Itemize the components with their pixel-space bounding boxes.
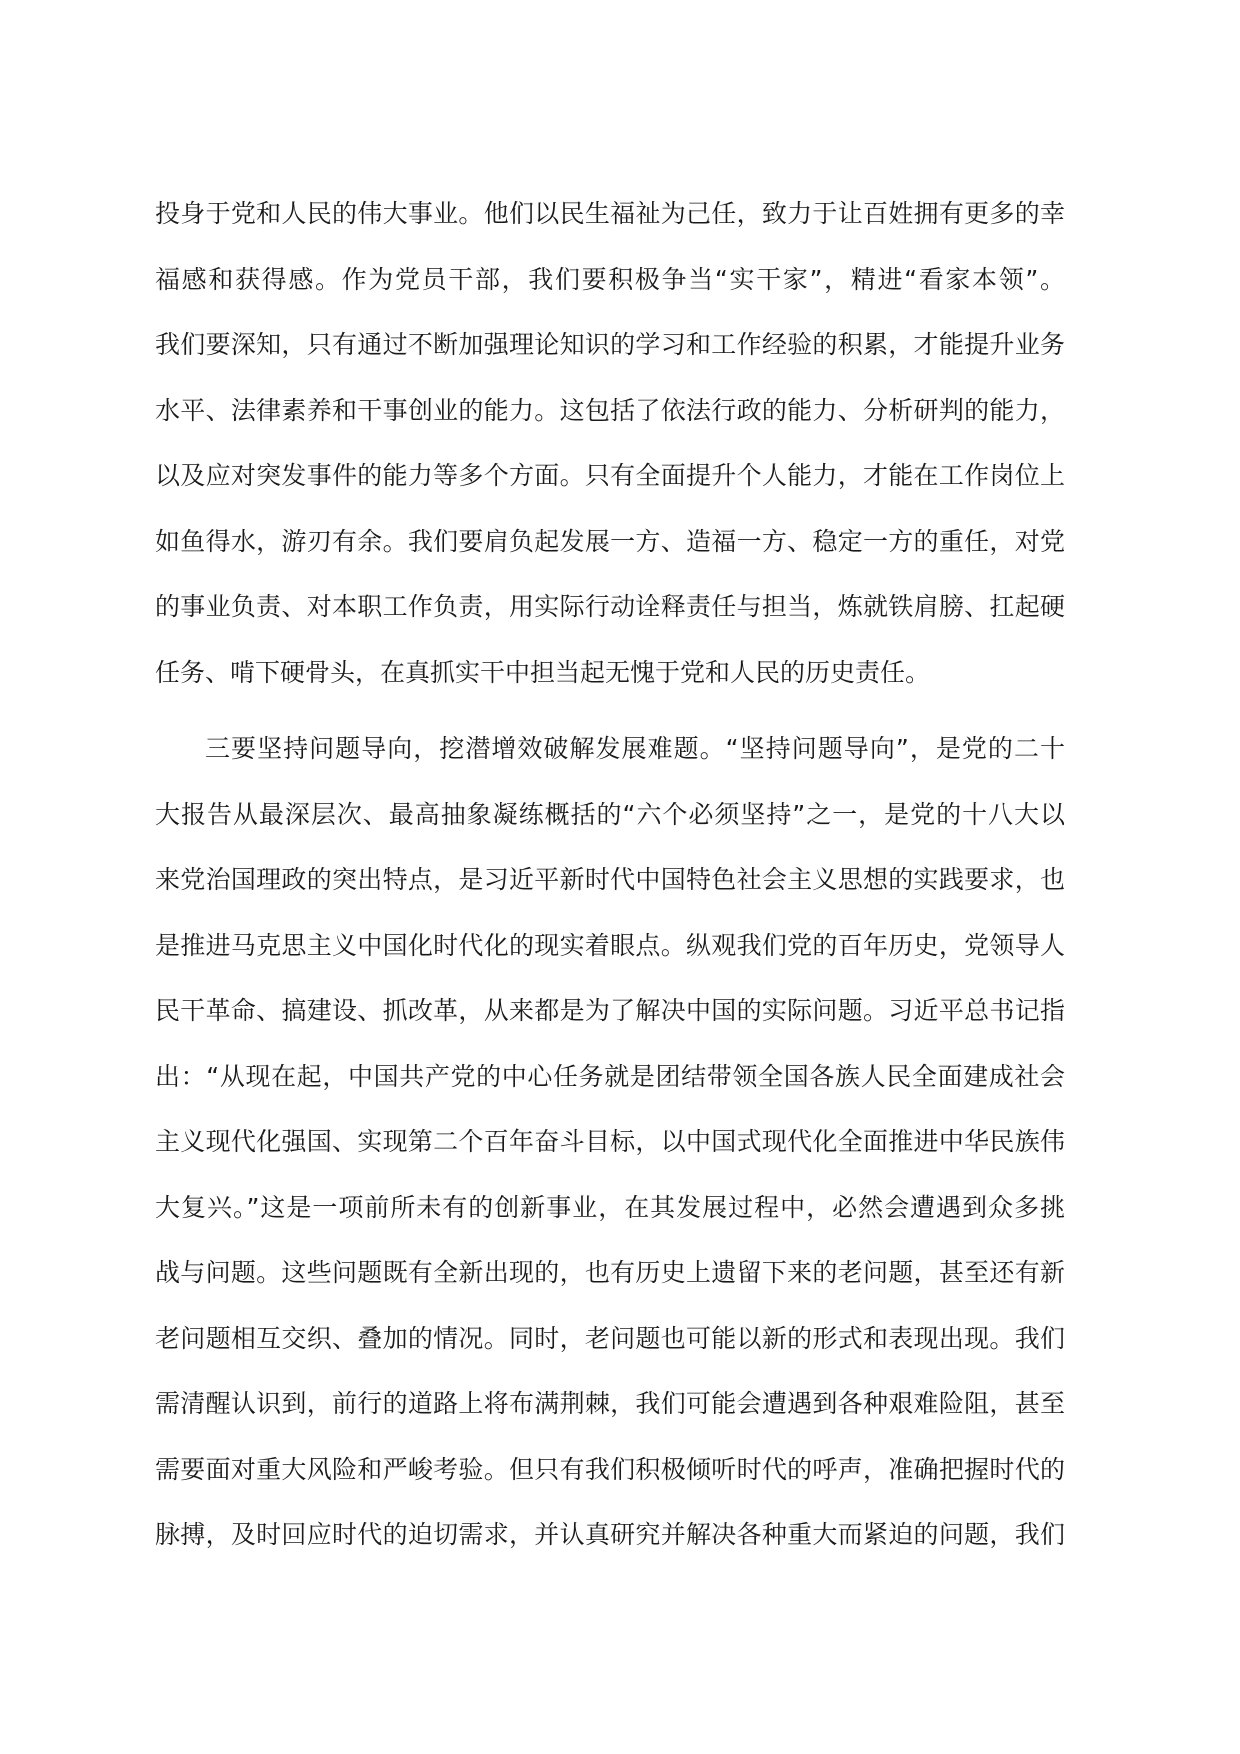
paragraph-continuation — [155, 181, 1065, 705]
text-line: 我们要深知，只有通过不断加强理论知识的学习和工作经验的积累，才能提升业务 — [155, 330, 1065, 359]
text-line: 来党治国理政的突出特点，是习近平新时代中国特色社会主义思想的实践要求，也 — [155, 865, 1065, 894]
text-line: 大报告从最深层次、最高抽象凝练概括的“六个必须坚持”之一，是党的十八大以 — [155, 799, 1065, 829]
paragraph-problem-orientation — [155, 716, 1065, 1568]
text-line: 的事业负责、对本职工作负责，用实际行动诠释责任与担当，炼就铁肩膀、扛起硬 — [155, 592, 1065, 621]
text-line: 战与问题。这些问题既有全新出现的，也有历史上遗留下来的老问题，甚至还有新 — [155, 1258, 1065, 1287]
text-line: 需清醒认识到，前行的道路上将布满荆棘，我们可能会遭遇到各种艰难险阻，甚至 — [155, 1389, 1065, 1418]
text-line: 投身于党和人民的伟大事业。他们以民生福祉为己任，致力于让百姓拥有更多的幸 — [155, 199, 1065, 228]
text-line: 福感和获得感。作为党员干部，我们要积极争当“实干家”，精进“看家本领”。 — [155, 264, 1065, 294]
text-line: 三要坚持问题导向，挖潜增效破解发展难题。“坚持问题导向”，是党的二十 — [205, 734, 1065, 763]
text-line: 主义现代化强国、实现第二个百年奋斗目标，以中国式现代化全面推进中华民族伟 — [155, 1127, 1065, 1156]
text-line: 脉搏，及时回应时代的迫切需求，并认真研究并解决各种重大而紧迫的问题，我们 — [155, 1520, 1065, 1549]
text-line: 是推进马克思主义中国化时代化的现实着眼点。纵观我们党的百年历史，党领导人 — [155, 930, 1065, 960]
text-line: 任务、啃下硬骨头，在真抓实干中担当起无愧于党和人民的历史责任。 — [155, 657, 931, 687]
text-line: 需要面对重大风险和严峻考验。但只有我们积极倾听时代的呼声，准确把握时代的 — [155, 1454, 1065, 1484]
text-line: 民干革命、搞建设、抓改革，从来都是为了解决中国的实际问题。习近平总书记指 — [155, 996, 1065, 1025]
text-line: 如鱼得水，游刃有余。我们要肩负起发展一方、造福一方、稳定一方的重任，对党 — [155, 526, 1065, 556]
text-line: 大复兴。”这是一项前所未有的创新事业，在其发展过程中，必然会遭遇到众多挑 — [155, 1192, 1065, 1222]
text-line: 老问题相互交织、叠加的情况。同时，老问题也可能以新的形式和表现出现。我们 — [155, 1323, 1065, 1353]
text-line: 以及应对突发事件的能力等多个方面。只有全面提升个人能力，才能在工作岗位上 — [155, 461, 1065, 490]
text-line: 出：“从现在起，中国共产党的中心任务就是团结带领全国各族人民全面建成社会 — [155, 1061, 1065, 1091]
text-line: 水平、法律素养和干事创业的能力。这包括了依法行政的能力、分析研判的能力， — [155, 395, 1065, 425]
